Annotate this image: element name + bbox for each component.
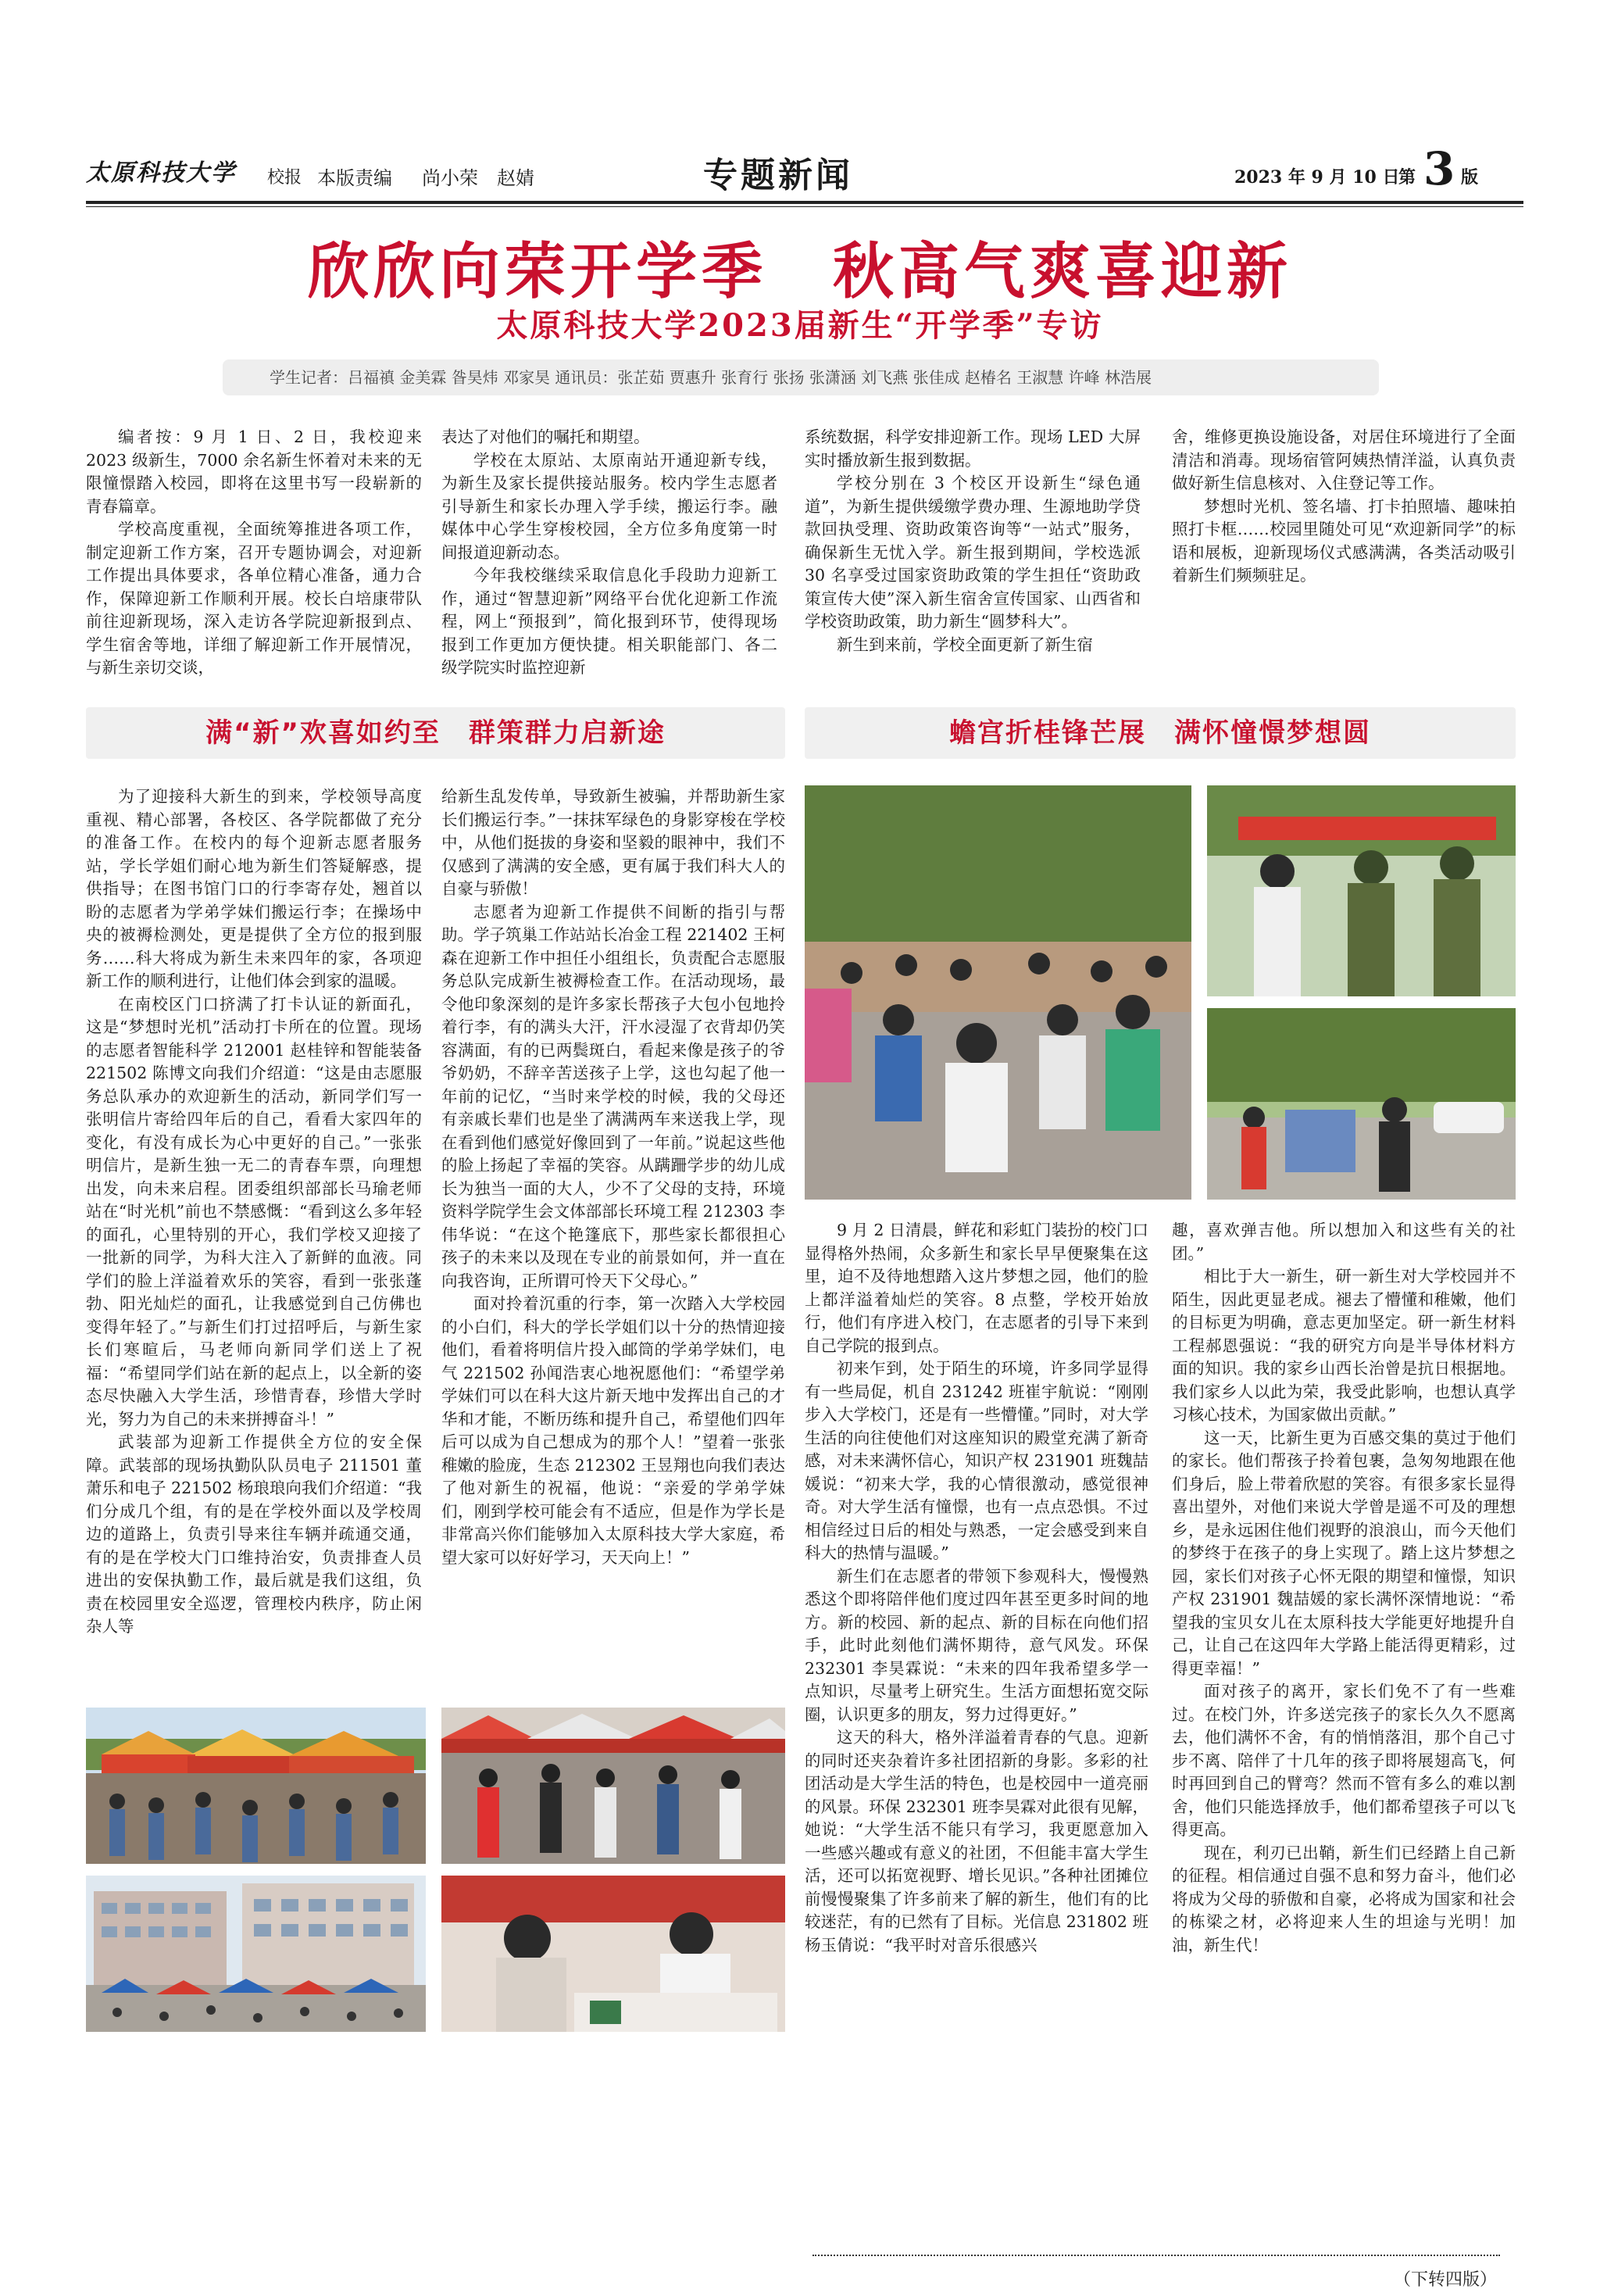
paragraph: 面对孩子的离开，家长们免不了有一些难过。在校门外，许多送完孩子的家长久久不愿离去，他们满怀不舍，有的悄悄落泪，那个自己寸步不离、陪伴了十几年的孩子即将展翅高飞，何时再回到自己的臂弯？然而不管有多么的难以割舍，他们只能选择放手，他们都希望孩子可以飞得更高。 (1172, 1682, 1516, 1839)
left-section-column-2 (441, 785, 785, 1696)
paragraph: 学校在太原站、太原南站开通迎新专线，为新生及家长提供接站服务。校内学生志愿者引导新生和家长办理入学手续，搬运行李。融媒体中心学生穿梭校园，全方位多角度第一时间报道迎新动态。 (441, 450, 777, 562)
paragraph: 今年我校继续采取信息化手段助力迎新工作，通过“智慧迎新”网络平台优化迎新工作流程，网上“预报到”，简化报到环节，使得现场报到工作更加方便快捷。相关职能部门、各二级学院实时监控迎新 (441, 566, 777, 677)
page-suffix: 版 (1461, 167, 1479, 187)
masthead-rule-thin (86, 206, 1523, 207)
left-section-column-1 (86, 785, 422, 1696)
photo-campus-buildings (86, 1876, 426, 2032)
section-banner-right (805, 707, 1516, 759)
paragraph: 表达了对他们的嘱托和期望。 (441, 427, 650, 446)
paragraph: 新生们在志愿者的带领下参观科大，慢慢熟悉这个即将陪伴他们度过四年甚至更多时间的地方。新的校园、新的起点、新的目标在向他们招手，此时此刻他们满怀期待，意气风发。环保 232301 李昊霖说：“未来的四年我希望多学一点知识，尽量考上研究生。生活方面想拓宽交际圈，认识更多的朋友，努力过得更好。” (805, 1566, 1148, 1724)
editor-names: 尚小荣 赵婧 (422, 168, 534, 189)
paper-name: 校报 (267, 167, 302, 187)
photo-luggage-cart (1207, 1008, 1516, 1200)
section-banner-left: 满“新”欢喜如约至 群策群力启新途 (86, 707, 785, 759)
paragraph: 这一天，比新生更为百感交集的莫过于他们的家长。他们帮孩子拎着包裹，急匆匆地跟在他们身后，脸上带着欣慰的笑容。有很多家长显得喜出望外，对他们来说大学曾是遥不可及的理想乡，是永远困住他们视野的浪浪山，而今天他们的梦终于在孩子的身上实现了。踏上这片梦想之园，家长们对孩子心怀无限的期望和憧憬，知识产权 231901 魏喆媛的家长满怀深情地说：“希望我的宝贝女儿在太原科技大学能更好地提升自己，让自己在这四年大学路上能活得更精彩，过得更幸福！” (1172, 1428, 1516, 1678)
paragraph: 学校高度重视，全面统筹推进各项工作，制定迎新工作方案，召开专题协调会，对迎新工作提出具体要求，各单位精心准备，通力合作，保障迎新工作顺利开展。校长白培康带队前往迎新现场，深入走访各学院迎新报到点、学生宿舍等地，详细了解迎新工作开展情况，与新生亲切交谈， (86, 520, 422, 677)
paragraph: 舍，维修更换设施设备，对居住环境进行了全面清洁和消毒。现场宿管阿姨热情洋溢，认真负责做好新生信息核对、入住登记等工作。 (1172, 427, 1516, 492)
right-section-column-2 (1172, 1219, 1516, 2227)
main-headline: 欣欣向荣开学季 秋高气爽喜迎新 (307, 236, 1292, 307)
photo-registration-tents (86, 1708, 426, 1864)
reporter-credits: 学生记者：吕福禛 金美霖 昝昊炜 邓家昊 通讯员：张芷茹 贾惠升 张育行 张扬 张潇涵 刘飞燕 张佳成 赵椿名 王淑慧 许峰 林浩展 (223, 359, 1379, 395)
paragraph: 给新生乱发传单，导致新生被骗，并帮助新生家长们搬运行李。”一抹抹军绿色的身影穿梭在学校中，从他们挺拔的身姿和坚毅的眼神中，我们不仅感到了满满的安全感，更有属于我们科大人的自豪与骄傲！ (441, 787, 785, 898)
newspaper-logo: 太原科技大学 (86, 159, 236, 187)
paragraph: 在南校区门口挤满了打卡认证的新面孔，这是“梦想时光机”活动打卡所在的位置。现场的志愿者智能科学 212001 赵桂锌和智能装备 221502 陈博文向我们介绍道：“这是由志愿服务总队承办的欢迎新生的活动，新同学们写一张明信片寄给四年后的自己，看看大家四年的变化，有没有成长为心中更好的自己。”一张张明信片，是新生独一无二的青春车票，向理想出发，向未来启程。团委组织部部长马瑜老师站在“时光机”前也不禁感慨：“看到这么多年轻的面孔，心里特别的开心，我们学校又迎接了一批新的同学，为科大注入了新鲜的血液。同学们的脸上洋溢着欢乐的笑容，看到一张张蓬勃、阳光灿烂的面孔，让我感觉到自己仿佛也变得年轻了。”与新生们打过招呼后，与新生家长们寒暄后，马老师向新同学们送上了祝福：“希望同学们站在新的起点上，以全新的姿态尽快融入大学生活，珍惜青春，珍惜大学时光，努力为自己的未来拼搏奋斗！” (86, 994, 422, 1429)
page-number: 3 (1423, 142, 1455, 195)
page-prefix: 第 (1398, 167, 1416, 187)
masthead (86, 142, 1523, 202)
intro-column-3 (805, 426, 1141, 684)
right-section-column-1 (805, 1219, 1148, 2227)
paragraph: 这天的科大，格外洋溢着青春的气息。迎新的同时还夹杂着许多社团招新的身影。多彩的社团活动是大学生活的特色，也是校园中一道亮丽的风景。环保 232301 班李昊霖对此很有见解，她说：“大学生活不能只有学习，我更愿意加入一些感兴趣或有意义的社团，不但能丰富大学生活，还可以拓宽视野、增长见识。”各种社团摊位前慢慢聚集了许多前来了解的新生，他们有的比较迷茫，有的已然有了目标。光信息 231802 班杨玉倩说：“我平时对音乐很感兴 (805, 1728, 1148, 1954)
editor-label: 本版责编 (317, 168, 392, 189)
paragraph: 编者按：9 月 1 日、2 日，我校迎来 2023 级新生，7000 余名新生怀着对未来的无限憧憬踏入校园，即将在这里书写一段崭新的青春篇章。 (86, 427, 422, 516)
paragraph: 初来乍到，处于陌生的环境，许多同学显得有一些局促，机自 231242 班崔宇航说：“刚刚步入大学校门，还是有一些懵懂。”同时，对大学生活的向往使他们对这座知识的殿堂充满了新奇感，对未来满怀信心，知识产权 231901 班魏喆媛说：“初来大学，我的心情很激动，感觉很神奇。对大学生活有憧憬，也有一点点恐惧。不过相信经过日后的相处与熟悉，一定会感受到来自科大的热情与温暖。” (805, 1359, 1148, 1562)
paragraph: 学校分别在 3 个校区开设新生“绿色通道”，为新生提供缓缴学费办理、生源地助学贷款回执受理、资助政策咨询等“一站式”服务，确保新生无忧入学。新生报到期间，学校选派 30 名享受过国家资助政策的学生担任“资助政策宣传大使”深入新生宿舍宣传国家、山西省和学校资助政策，助力新生“圆梦科大”。 (805, 474, 1141, 631)
paragraph: 为了迎接科大新生的到来，学校领导高度重视、精心部署，各校区、各学院都做了充分的准备工作。在校内的每个迎新志愿者服务站，学长学姐们耐心地为新生们答疑解惑，提供指导；在图书馆门口的行李寄存处，翘首以盼的志愿者为学弟学妹们搬运行李；在操场中央的被褥检测处，更是提供了全方位的报到服务……科大将成为新生未来四年的家，各项迎新工作的顺利进行，让他们体会到家的温暖。 (86, 787, 422, 990)
section-banner-right-text: 蟾宫折桂锋芒展 满怀憧憬梦想圆 (949, 717, 1371, 749)
paragraph: 梦想时光机、签名墙、打卡拍照墙、趣味拍照打卡框……校园里随处可见“欢迎新同学”的标语和展板，迎新现场仪式感满满，各类活动吸引着新生们频频驻足。 (1172, 496, 1516, 585)
intro-column-1 (86, 426, 422, 684)
paragraph: 面对拎着沉重的行李，第一次踏入大学校园的小白们，科大的学长学姐们以十分的热情迎接他们，看着将明信片投入邮筒的学弟学妹们，电气 221502 孙闻浩衷心地祝愿他们：“希望学弟学妹们可以在科大这片新天地中发挥出自己的才华和才能，不断历练和提升自己，希望他们四年后可以成为自己想成为的那个人！”望着一张张稚嫩的脸庞，生态 212302 王昱翔也向我们表达了他对新生的祝福，他说：“亲爱的学弟学妹们，刚到学校可能会有不适应，但是作为学长是非常高兴你们能够加入太原科技大学大家庭，希望大家可以好好学习，天天向上！” (441, 1294, 785, 1567)
photo-volunteers-table (441, 1876, 785, 2032)
paragraph: 武装部为迎新工作提供全方位的安全保障。武装部的现场执勤队队员电子 211501 董萧乐和电子 221502 杨琅琅向我们介绍道：“我们分成几个组，有的是在学校外面以及学校周边的道路上，负责引导来往车辆并疏通交通，有的是在学校大门口维持治安，负责排查人员进出的安保执勤工作，最后就是我们这组，负责在校园里安全巡逻，管理校内秩序，防止闲杂人等 (86, 1432, 422, 1636)
paragraph: 系统数据，科学安排迎新工作。现场 LED 大屏实时播放新生报到数据。 (805, 427, 1141, 470)
intro-column-4 (1172, 426, 1516, 684)
masthead-rule (86, 201, 1523, 204)
paragraph: 相比于大一新生，研一新生对大学校园并不陌生，因此更显老成。褪去了懵懂和稚嫩，他们的目标更为明确，意志更加坚定。研一新生材料工程郝恩强说：“我的研究方向是半导体材料方面的知识。我的家乡山西长治曾是抗日根据地。我们家乡人以此为荣，我受此影响，也想认真学习核心技术，为国家做出贡献。” (1172, 1267, 1516, 1424)
paragraph: 趣，喜欢弹吉他。所以想加入和这些有关的社团。” (1172, 1221, 1516, 1263)
section-title: 专题新闻 (703, 156, 853, 195)
photo-parents-students-walking (805, 785, 1191, 1200)
footer-divider (812, 2255, 1500, 2256)
sub-headline: 太原科技大学2023届新生“开学季”专访 (496, 307, 1104, 344)
intro-column-2 (441, 426, 777, 684)
continued-note: （下转四版） (1393, 2270, 1497, 2290)
paragraph: 现在，利刃已出鞘，新生们已经踏上自己新的征程。相信通过自强不息和努力奋斗，他们必将成为父母的骄傲和自豪，必将成为国家和社会的栋梁之材，必将迎来人生的坦途与光明！加油，新生代！ (1172, 1843, 1516, 1954)
photo-military-students (1207, 785, 1516, 996)
photo-students-luggage (441, 1708, 785, 1864)
paragraph: 新生到来前，学校全面更新了新生宿 (837, 635, 1093, 654)
issue-date: 2023 年 9 月 10 日 (1234, 167, 1400, 188)
paragraph: 9 月 2 日清晨，鲜花和彩虹门装扮的校门口显得格外热闹，众多新生和家长早早便聚集在这里，迫不及待地想踏入这片梦想之园，他们的脸上都洋溢着灿烂的笑容。8 点整，学校开始放行，他们有序进入校门，在志愿者的引导下来到自己学院的报到点。 (805, 1221, 1148, 1355)
paragraph: 志愿者为迎新工作提供不间断的指引与帮助。学子筑巢工作站站长冶金工程 221402 王柯森在迎新工作中担任小组组长，负责配合志愿服务总队完成新生被褥检查工作。在活动现场，最令他印象深刻的是许多家长帮孩子大包小包地拎着行李，有的满头大汗，汗水浸湿了衣背却仍笑容满面，有的已两鬓斑白，看起来像是孩子的爷爷奶奶，不辞辛苦送孩子上学，这也勾起了他一年前的记忆，“当时来学校的时候，我的父母还有亲戚长辈们也是坐了满满两车来送我上学，现在看到他们感觉好像回到了一年前。”说起这些他的脸上扬起了幸福的笑容。从蹒跚学步的幼儿成长为独当一面的大人，少不了父母的支持，环境资料学院学生会文体部部长环境工程 212303 李伟华说：“在这个艳篷底下，那些家长都很担心孩子的未来以及现在专业的前景如何，并一直在向我咨询，正所谓可怜天下父母心。” (441, 902, 785, 1290)
